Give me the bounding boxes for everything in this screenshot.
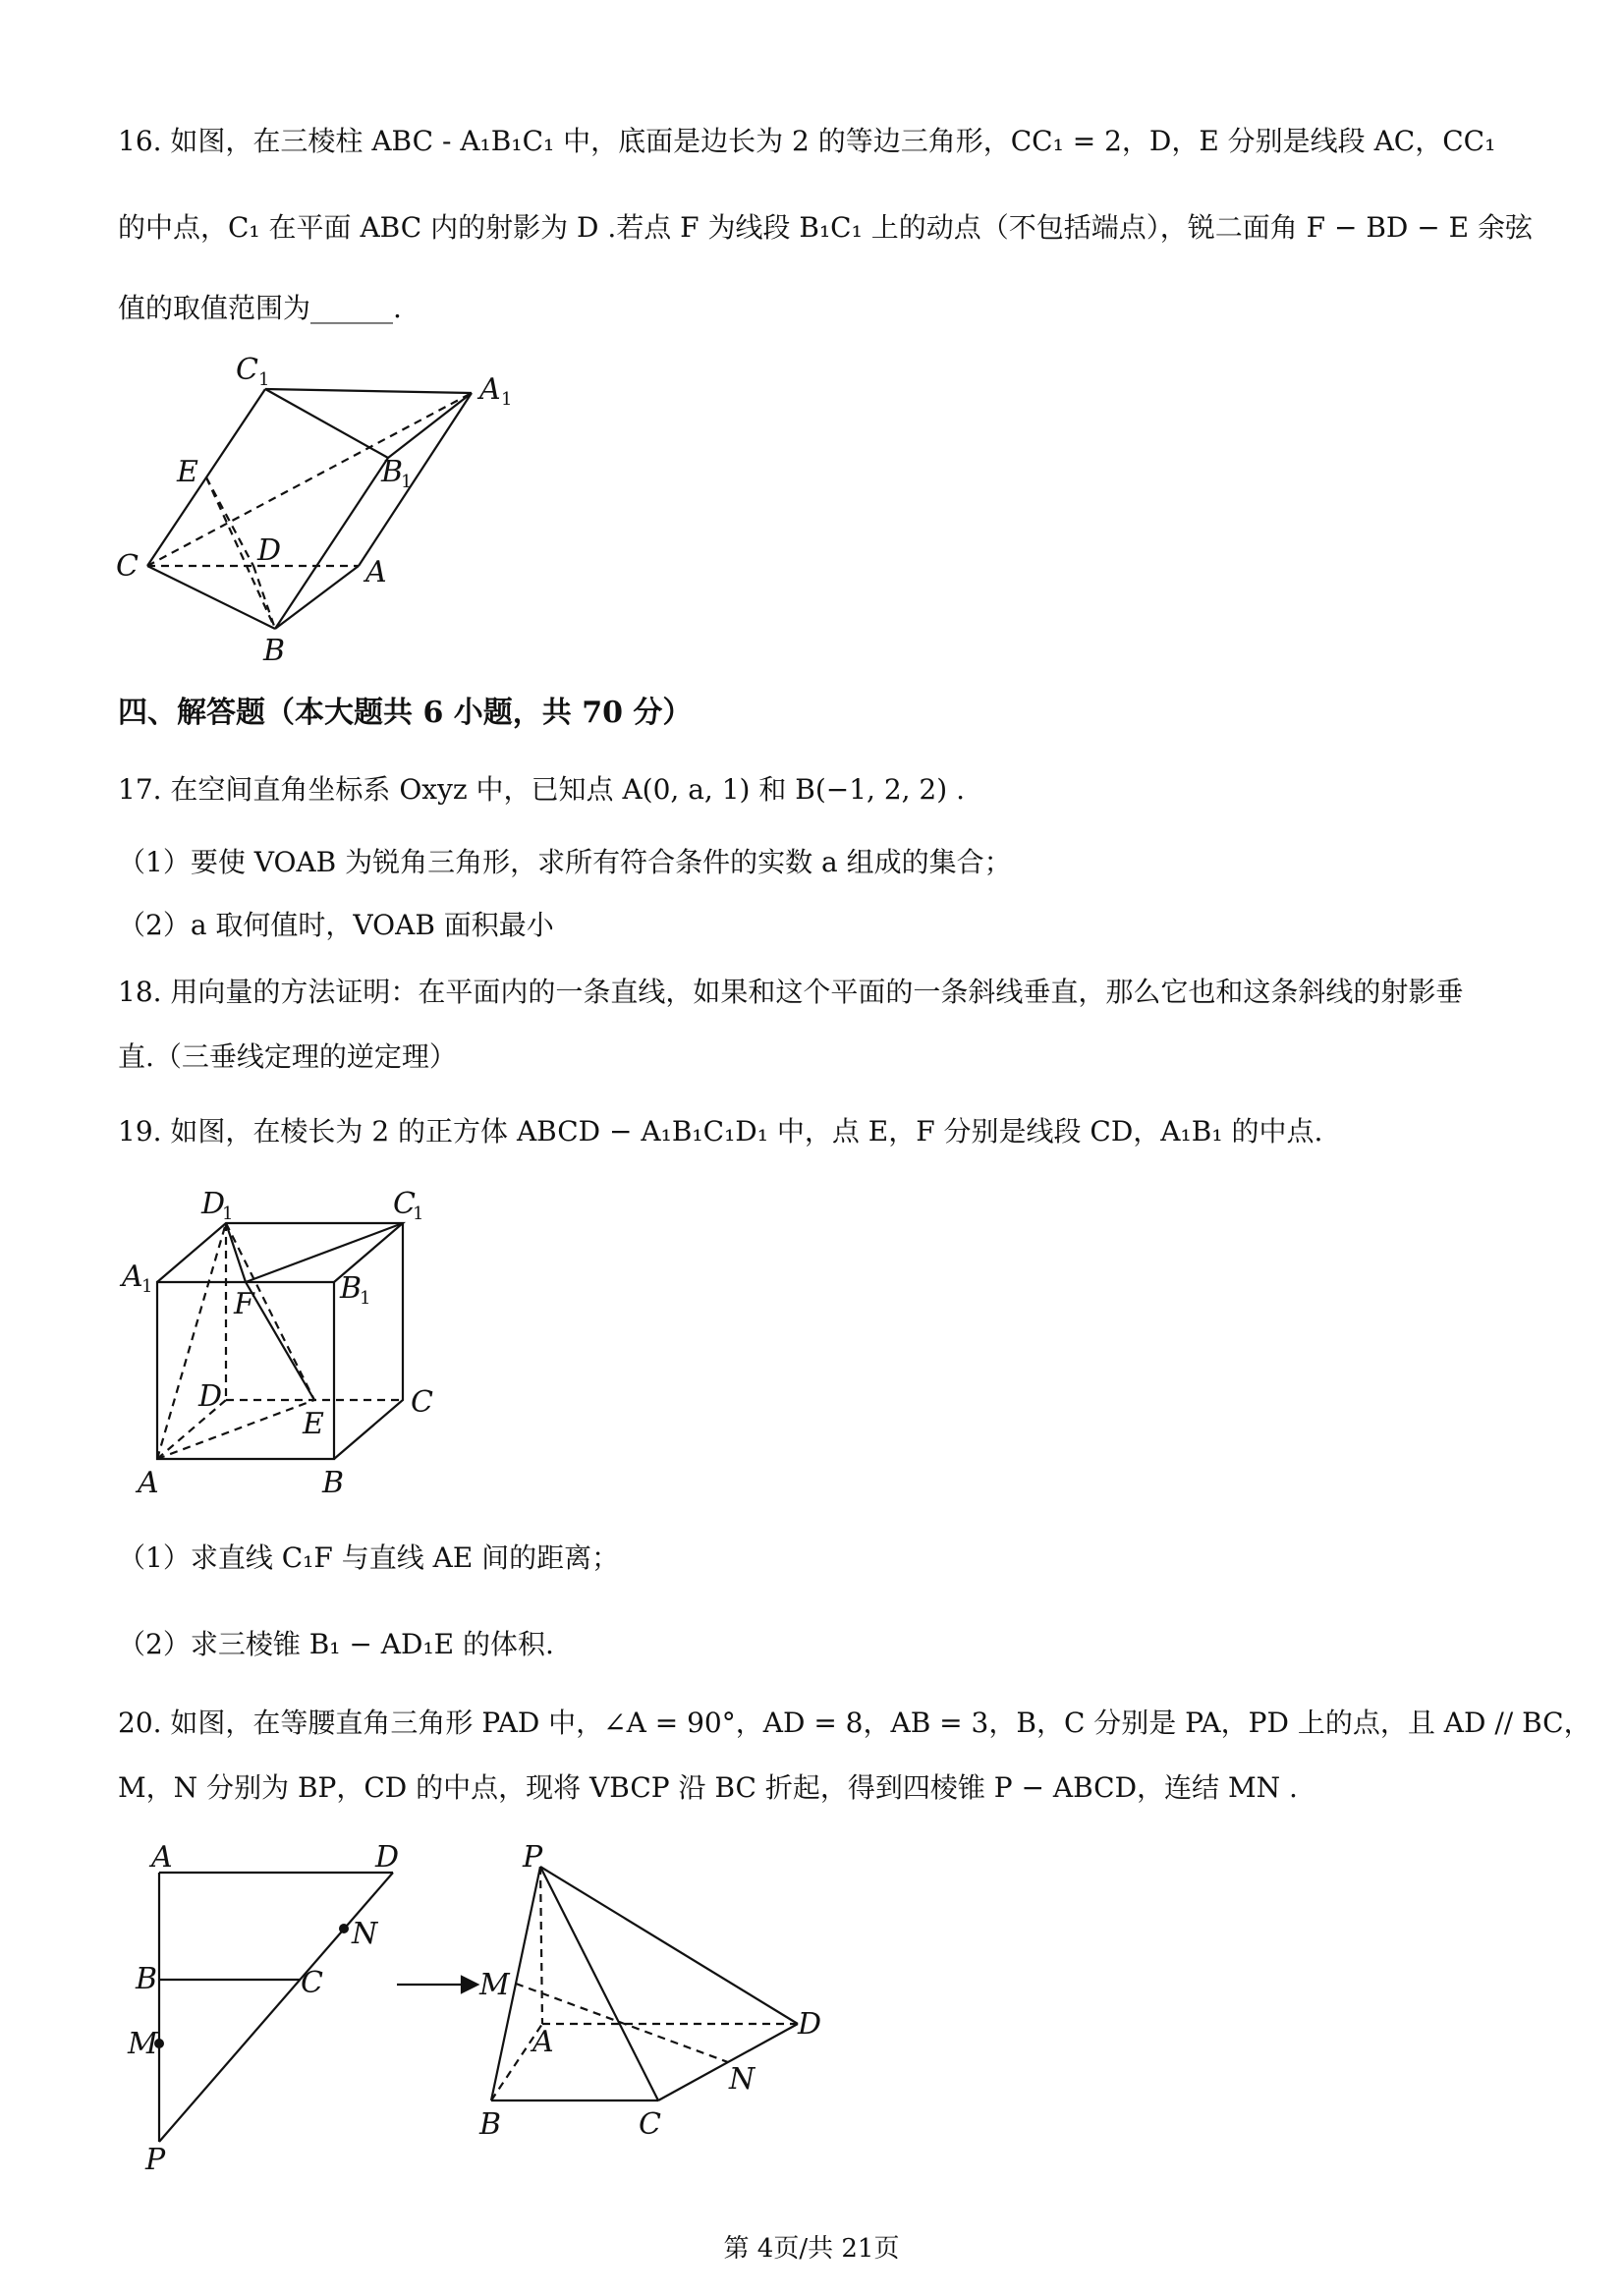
q19-label-a: A	[138, 1466, 159, 1500]
q19-label-e: E	[303, 1407, 324, 1441]
q16-label-c: C	[116, 549, 139, 584]
q19-label-a1: A	[122, 1260, 143, 1294]
q16-label-a: A	[365, 555, 387, 589]
q20-right-label-b: B	[479, 2107, 502, 2142]
q16-label-a1: A	[479, 372, 501, 407]
q16-label-b1: B	[381, 455, 404, 489]
q20-left-label-c: C	[301, 1966, 323, 2000]
q20-line-1: 20. 如图，在等腰直角三角形 PAD 中，∠A = 90°，AD = 8，AB = 3，B，C 分别是 PA，PD 上的点，且 AD // BC，	[118, 1707, 1592, 1739]
q19-label-d1-sub: 1	[222, 1204, 234, 1224]
q16-label-b: B	[263, 634, 286, 668]
q20-left-label-n: N	[352, 1917, 378, 1951]
q16-label-c1: C	[236, 353, 258, 387]
q20-right-label-a: A	[532, 2025, 554, 2059]
q19-label-b1-sub: 1	[360, 1288, 371, 1309]
q16-line-1: 16. 如图，在三棱柱 ABC - A₁B₁C₁ 中，底面是边长为 2 的等边三角形，CC₁ = 2，D，E 分别是线段 AC，CC₁	[118, 125, 1496, 157]
q20-left-label-a: A	[151, 1840, 173, 1875]
q19-label-b1: B	[340, 1271, 363, 1306]
q20-right-label-m: M	[479, 1968, 510, 2002]
q16-line-3: 值的取值范围为______.	[118, 292, 402, 324]
q17-line-2: （1）要使 VOAB 为锐角三角形，求所有符合条件的实数 a 组成的集合；	[118, 846, 1012, 878]
q19-label-c: C	[411, 1385, 433, 1420]
q20-right-label-c: C	[639, 2107, 661, 2142]
q20-left-figure	[128, 1837, 452, 2177]
q16-label-d: D	[257, 533, 282, 568]
q19-label-d1: D	[201, 1187, 226, 1221]
q19-label-c1-sub: 1	[413, 1204, 424, 1224]
q18-line-1: 18. 用向量的方法证明：在平面内的一条直线，如果和这个平面的一条斜线垂直，那么它也和这条斜线的射影垂	[118, 976, 1464, 1008]
q19-label-b: B	[322, 1466, 345, 1500]
q20-left-label-d: D	[375, 1840, 400, 1875]
q20-line-2: M，N 分别为 BP，CD 的中点，现将 VBCP 沿 BC 折起，得到四棱锥 P − ABCD，连结 MN .	[118, 1771, 1298, 1804]
q20-right-label-n: N	[729, 2062, 756, 2097]
q20-point-n	[339, 1924, 349, 1933]
q20-left-label-b: B	[136, 1962, 158, 1996]
q19-label-a1-sub: 1	[141, 1276, 153, 1297]
section-heading: 四、解答题（本大题共 6 小题，共 70 分）	[118, 696, 693, 730]
q19-line-3: （2）求三棱锥 B₁ − AD₁E 的体积.	[118, 1628, 554, 1660]
q16-line-2: 的中点，C₁ 在平面 ABC 内的射影为 D .若点 F 为线段 B₁C₁ 上的动点（不包括端点），锐二面角 F − BD − E 余弦	[118, 211, 1533, 244]
q16-label-e: E	[177, 455, 198, 489]
q20-fold-arrow	[393, 1970, 481, 1999]
q20-left-label-p: P	[145, 2143, 166, 2177]
q19-label-f: F	[234, 1287, 254, 1321]
page-number-footer: 第 4页/共 21页	[723, 2234, 900, 2264]
q17-line-3: （2）a 取何值时，VOAB 面积最小	[118, 909, 554, 941]
q16-label-b1-sub: 1	[401, 472, 413, 492]
q19-cube-figure	[108, 1184, 501, 1508]
q17-line-1: 17. 在空间直角坐标系 Oxyz 中，已知点 A(0, a, 1) 和 B(−1, 2, 2) .	[118, 773, 965, 806]
q20-right-label-d: D	[798, 2007, 822, 2042]
q19-line-1: 19. 如图，在棱长为 2 的正方体 ABCD − A₁B₁C₁D₁ 中，点 E，F 分别是线段 CD，A₁B₁ 的中点.	[118, 1115, 1323, 1148]
q20-left-label-m: M	[128, 2027, 158, 2061]
q20-right-figure	[472, 1837, 845, 2161]
q19-label-d: D	[198, 1379, 223, 1414]
q16-label-c1-sub: 1	[258, 369, 270, 390]
q20-right-label-p: P	[523, 1840, 543, 1875]
q18-line-2: 直.（三垂线定理的逆定理）	[118, 1040, 457, 1073]
q19-label-c1: C	[393, 1187, 416, 1221]
q16-prism-figure	[108, 344, 540, 668]
q16-label-a1-sub: 1	[501, 389, 513, 410]
q19-line-2: （1）求直线 C₁F 与直线 AE 间的距离；	[118, 1541, 620, 1574]
